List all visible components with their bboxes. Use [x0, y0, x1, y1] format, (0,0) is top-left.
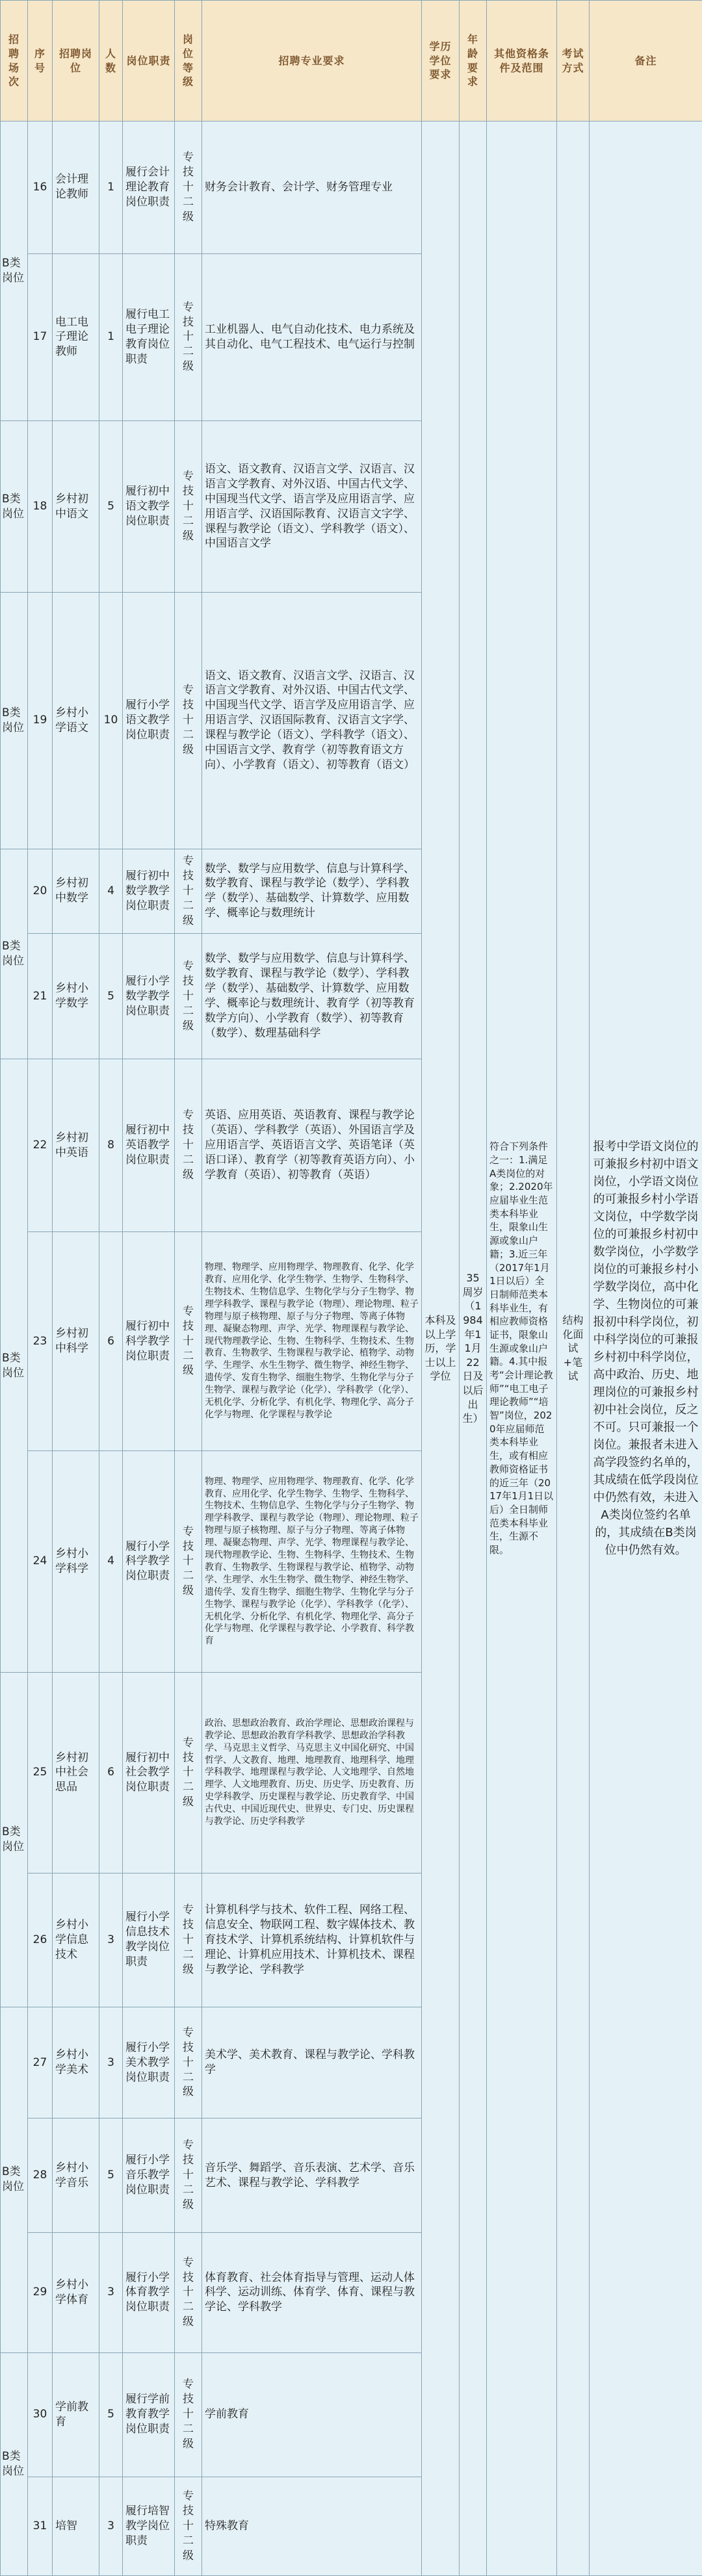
row-grade: 专技十二级 — [175, 2233, 202, 2352]
table-row — [1, 122, 702, 254]
row-no: 25 — [28, 1672, 53, 1873]
row-major: 政治、思想政治教育、政治学理论、思想政治课程与教学论、思想政治教育学科教学、思想政治学科教学、马克思主义哲学、马克思主义中国化研究、中国哲学、人文教育、地理、地理教育、地理科学、地理学科教学、地理课程与教学论、人文地理学、自然地理学、人文地理教育、历史、历史学、历史教育、历史学科教学、历史课程与教学论、历史教育学、中国古代史、中国近现代史、世界史、专门史、历史课程与教学论、历史学科教学 — [202, 1672, 422, 1873]
row-major: 美术学、美术教育、课程与教学论、学科教学 — [202, 2007, 422, 2119]
row-grade: 专技十二级 — [175, 592, 202, 849]
row-count: 3 — [99, 2233, 123, 2352]
header-major: 招聘专业要求 — [202, 1, 422, 122]
row-count: 1 — [99, 253, 123, 420]
round-cell: B类岗位 — [1, 849, 28, 1059]
remarks: 报考中学语文岗位的可兼报乡村初中语文岗位，小学语文岗位的可兼报乡村小学语文岗位，中学数学岗位的可兼报乡村初中数学岗位，小学数学岗位的可兼报乡村小学数学岗位，高中化学、生物岗位的可兼报初中科学岗位，初中科学岗位的可兼报乡村初中科学岗位，高中政治、历史、地理岗位的可兼报乡村初中社会岗位，反之不可。只可兼报一个岗位。兼报者未进入高学段签约名单的，其成绩在低学段岗位中仍然有效，未进入A类岗位签约名单的，其成绩在B类岗位中仍然有效。 — [590, 122, 702, 2576]
row-count: 4 — [99, 1450, 123, 1672]
row-post: 乡村小学信息技术 — [53, 1873, 99, 2007]
row-post: 乡村小学体育 — [53, 2233, 99, 2352]
row-no: 26 — [28, 1873, 53, 2007]
row-duty: 履行会计理论教育岗位职责 — [123, 122, 175, 254]
age-requirement: 35周岁（1984年11月22日及以后出生） — [460, 122, 487, 2576]
row-major: 特殊教育 — [202, 2477, 422, 2575]
row-no: 29 — [28, 2233, 53, 2352]
row-no: 28 — [28, 2119, 53, 2233]
header-round: 招聘场次 — [1, 1, 28, 122]
row-count: 3 — [99, 2477, 123, 2575]
row-grade: 专技十二级 — [175, 934, 202, 1059]
row-no: 31 — [28, 2477, 53, 2575]
row-no: 22 — [28, 1059, 53, 1232]
row-grade: 专技十二级 — [175, 2352, 202, 2477]
row-major: 财务会计教育、会计学、财务管理专业 — [202, 122, 422, 254]
row-post: 乡村小学语文 — [53, 592, 99, 849]
row-grade: 专技十二级 — [175, 1059, 202, 1232]
row-count: 6 — [99, 1232, 123, 1451]
row-major: 语文、语文教育、汉语言文学、汉语言、汉语言文学教育、对外汉语、中国古代文学、中国现当代文学、语言学及应用语言学、应用语言学、汉语国际教育、汉语言文字学、课程与教学论（语文）、学科教学（语文）、中国语言文学 — [202, 421, 422, 593]
round-cell: B类岗位 — [1, 1672, 28, 2007]
row-count: 4 — [99, 849, 123, 934]
row-grade: 专技十二级 — [175, 849, 202, 934]
row-no: 17 — [28, 253, 53, 420]
row-grade: 专技十二级 — [175, 2007, 202, 2119]
row-count: 1 — [99, 122, 123, 254]
row-post: 培智 — [53, 2477, 99, 2575]
row-no: 27 — [28, 2007, 53, 2119]
round-cell: B类岗位 — [1, 1059, 28, 1673]
row-count: 10 — [99, 592, 123, 849]
row-grade: 专技十二级 — [175, 122, 202, 254]
row-post: 乡村初中科学 — [53, 1232, 99, 1451]
row-major: 语文、语文教育、汉语言文学、汉语言、汉语言文学教育、对外汉语、中国古代文学、中国现当代文学、语言学及应用语言学、应用语言学、汉语国际教育、汉语言文字学、课程与教学论（语文）、学科教学（语文）、中国语言文学、教育学（初等教育语文方向）、小学教育（语文）、初等教育（语文） — [202, 592, 422, 849]
round-cell: B类岗位 — [1, 122, 28, 421]
round-cell: B类岗位 — [1, 2007, 28, 2352]
row-no: 21 — [28, 934, 53, 1059]
header-exam: 考试方式 — [557, 1, 590, 122]
row-count: 6 — [99, 1672, 123, 1873]
row-major: 计算机科学与技术、软件工程、网络工程、信息安全、物联网工程、数字媒体技术、教育技术学、计算机系统结构、计算机软件与理论、计算机应用技术、计算机技术、课程与教学论、学科教学 — [202, 1873, 422, 2007]
row-grade: 专技十二级 — [175, 1672, 202, 1873]
row-post: 乡村初中社会思品 — [53, 1672, 99, 1873]
header-row — [1, 1, 702, 122]
row-major: 英语、应用英语、英语教育、课程与教学论（英语）、学科教学（英语）、外国语言学及应用语言学、英语语言文学、英语笔译（英语口译）、教育学（初等教育英语方向）、小学教育（英语）、初等教育（英语） — [202, 1059, 422, 1232]
row-grade: 专技十二级 — [175, 1450, 202, 1672]
header-no: 序号 — [28, 1, 53, 122]
row-post: 乡村初中英语 — [53, 1059, 99, 1232]
row-post: 乡村初中数学 — [53, 849, 99, 934]
header-note: 备注 — [590, 1, 702, 122]
row-post: 会计理论教师 — [53, 122, 99, 254]
row-grade: 专技十二级 — [175, 2477, 202, 2575]
row-count: 3 — [99, 2007, 123, 2119]
row-duty: 履行小学科学教学岗位职责 — [123, 1450, 175, 1672]
round-cell: B类岗位 — [1, 592, 28, 849]
row-grade: 专技十二级 — [175, 2119, 202, 2233]
row-post: 电工电子理论教师 — [53, 253, 99, 420]
row-major: 数学、数学与应用数学、信息与计算科学、数学教育、课程与教学论（数学）、学科教学（数学）、基础数学、计算数学、应用数学、概率论与数理统计、教育学（初等教育数学方向）、小学教育（数学）、初等教育（数学）、数理基础科学 — [202, 934, 422, 1059]
row-no: 23 — [28, 1232, 53, 1451]
row-post: 乡村小学科学 — [53, 1450, 99, 1672]
row-duty: 履行初中科学教学岗位职责 — [123, 1232, 175, 1451]
row-count: 5 — [99, 2352, 123, 2477]
header-edu: 学历学位要求 — [422, 1, 460, 122]
row-major: 物理、物理学、应用物理学、物理教育、化学、化学教育、应用化学、化学生物学、生物学、生物科学、生物技术、生物信息学、生物化学与分子生物学、物理学科教学、课程与教学论（物理）、理论物理、粒子物理与原子核物理、原子与分子物理、等离子体物理、凝聚态物理、声学、光学、物理课程与教学论、现代物理教学论、生物、生物科学、生物技术、生物教育、生物教学、生物课程与教学论、植物学、动物学、生理学、水生生物学、微生物学、神经生物学、遗传学、发育生物学、细胞生物学、生物化学与分子生物学、课程与教学论（化学）、学科教学（化学）、无机化学、分析化学、有机化学、物理化学、高分子化学与物理、化学课程与教学论 — [202, 1232, 422, 1451]
header-post: 招聘岗位 — [53, 1, 99, 122]
row-duty: 履行小学数学教学岗位职责 — [123, 934, 175, 1059]
row-no: 18 — [28, 421, 53, 593]
other-requirement: 符合下列条件之一：1.满足A类岗位的对象；2.2020年应届毕业生范类本科毕业生，限象山生源或象山户籍；3.近三年（2017年1月1日以后）全日制师范类本科毕业生，有相应教师资格证书，限象山生源或象山户籍。4.其中报考“会计理论教师”“电工电子理论教师”“培智”岗位，2020年应届师范类本科毕业生，或有相应教师资格证书的近三年（2017年1月1日以后）全日制师范类本科毕业生，生源不限。 — [487, 122, 557, 2576]
header-grade: 岗位等级 — [175, 1, 202, 122]
header-age: 年龄要求 — [460, 1, 487, 122]
row-grade: 专技十二级 — [175, 1232, 202, 1451]
row-count: 8 — [99, 1059, 123, 1232]
row-major: 工业机器人、电气自动化技术、电力系统及其自动化、电气工程技术、电气运行与控制 — [202, 253, 422, 420]
row-duty: 履行初中英语教学岗位职责 — [123, 1059, 175, 1232]
edu-requirement: 本科及以上学历，学士以上学位 — [422, 122, 460, 2576]
row-major: 音乐学、舞蹈学、音乐表演、艺术学、音乐艺术、课程与教学论、学科教学 — [202, 2119, 422, 2233]
row-major: 物理、物理学、应用物理学、物理教育、化学、化学教育、应用化学、化学生物学、生物学、生物科学、生物技术、生物信息学、生物化学与分子生物学、物理学科教学、课程与教学论（物理）、理论物理、粒子物理与原子核物理、原子与分子物理、等离子体物理、凝聚态物理、声学、光学、物理课程与教学论、现代物理教学论、生物、生物科学、生物技术、生物教育、生物教学、生物课程与教学论、植物学、动物学、生理学、水生生物学、微生物学、神经生物学、遗传学、发育生物学、细胞生物学、生物化学与分子生物学、课程与教学论（化学）、学科教学（化学）、无机化学、分析化学、有机化学、物理化学、高分子化学与物理、化学课程与教学论、小学教育、科学教育 — [202, 1450, 422, 1672]
row-major: 体育教育、社会体育指导与管理、运动人体科学、运动训练、体育学、体育、课程与教学论、学科教学 — [202, 2233, 422, 2352]
header-duty: 岗位职责 — [123, 1, 175, 122]
row-duty: 履行学前教育教学岗位职责 — [123, 2352, 175, 2477]
row-duty: 履行初中语文教学岗位职责 — [123, 421, 175, 593]
row-grade: 专技十二级 — [175, 1873, 202, 2007]
row-duty: 履行小学美术教学岗位职责 — [123, 2007, 175, 2119]
row-post: 乡村初中语文 — [53, 421, 99, 593]
row-duty: 履行小学语文教学岗位职责 — [123, 592, 175, 849]
row-major: 数学、数学与应用数学、信息与计算科学、数学教育、课程与教学论（数学）、学科教学（数学）、基础数学、计算数学、应用数学、概率论与数理统计 — [202, 849, 422, 934]
row-count: 5 — [99, 421, 123, 593]
row-no: 16 — [28, 122, 53, 254]
row-count: 3 — [99, 1873, 123, 2007]
row-post: 乡村小学美术 — [53, 2007, 99, 2119]
row-duty: 履行小学信息技术教学岗位职责 — [123, 1873, 175, 2007]
row-duty: 履行小学音乐教学岗位职责 — [123, 2119, 175, 2233]
row-no: 19 — [28, 592, 53, 849]
row-post: 乡村小学音乐 — [53, 2119, 99, 2233]
row-no: 20 — [28, 849, 53, 934]
row-grade: 专技十二级 — [175, 253, 202, 420]
exam-method: 结构化面试+笔试 — [557, 122, 590, 2576]
round-cell: B类岗位 — [1, 2352, 28, 2575]
row-no: 30 — [28, 2352, 53, 2477]
row-no: 24 — [28, 1450, 53, 1672]
row-duty: 履行初中社会教学岗位职责 — [123, 1672, 175, 1873]
row-duty: 履行小学体育教学岗位职责 — [123, 2233, 175, 2352]
row-duty: 履行初中数学教学岗位职责 — [123, 849, 175, 934]
row-count: 5 — [99, 2119, 123, 2233]
row-count: 5 — [99, 934, 123, 1059]
header-other: 其他资格条件及范围 — [487, 1, 557, 122]
round-cell: B类岗位 — [1, 421, 28, 593]
row-major: 学前教育 — [202, 2352, 422, 2477]
row-post: 学前教育 — [53, 2352, 99, 2477]
header-count: 人数 — [99, 1, 123, 122]
row-post: 乡村小学数学 — [53, 934, 99, 1059]
row-duty: 履行培智教学岗位职责 — [123, 2477, 175, 2575]
row-duty: 履行电工电子理论教育岗位职责 — [123, 253, 175, 420]
row-grade: 专技十二级 — [175, 421, 202, 593]
